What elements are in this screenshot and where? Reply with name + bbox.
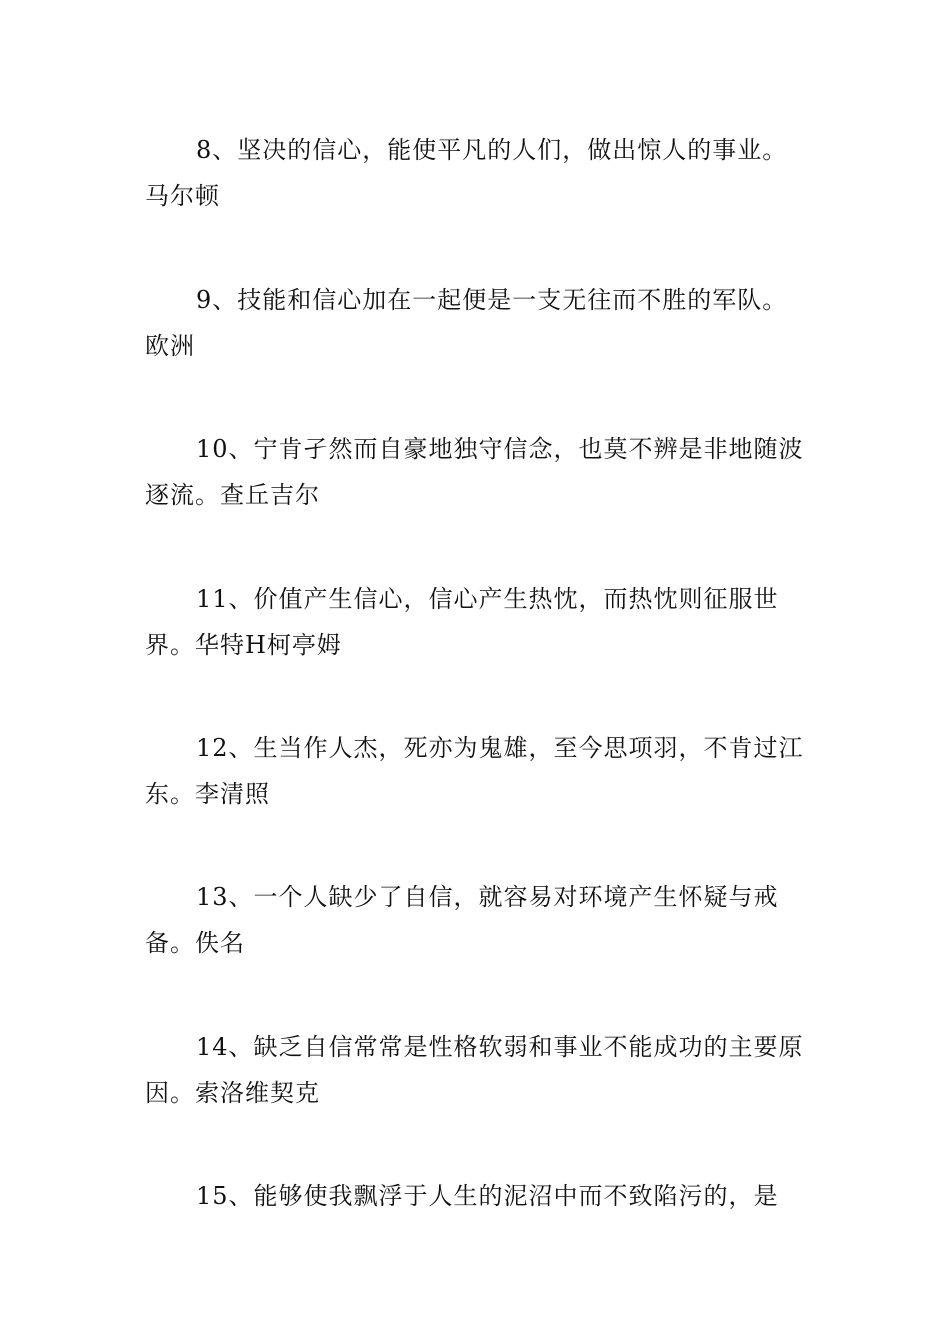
quote-paragraph-14: 14、缺乏自信常常是性格软弱和事业不能成功的主要原因。索洛维契克: [145, 1033, 804, 1107]
quote-paragraph-9: 9、技能和信心加在一起便是一支无往而不胜的军队。欧洲: [145, 286, 788, 360]
quote-paragraph-12: 12、生当作人杰，死亦为鬼雄，至今思项羽，不肯过江东。李清照: [145, 734, 804, 808]
quote-paragraph-15: 15、能够使我飘浮于人生的泥沼中而不致陷污的，是: [196, 1182, 779, 1210]
quote-paragraph-10: 10、宁肯孑然而自豪地独守信念，也莫不辨是非地随波逐流。查丘吉尔: [145, 435, 804, 509]
quote-paragraph-8: 8、坚决的信心，能使平凡的人们，做出惊人的事业。马尔顿: [145, 136, 788, 210]
quote-paragraph-13: 13、一个人缺少了自信，就容易对环境产生怀疑与戒备。佚名: [145, 883, 779, 957]
quote-paragraph-11: 11、价值产生信心，信心产生热忱，而热忱则征服世界。华特H柯亭姆: [145, 585, 779, 659]
